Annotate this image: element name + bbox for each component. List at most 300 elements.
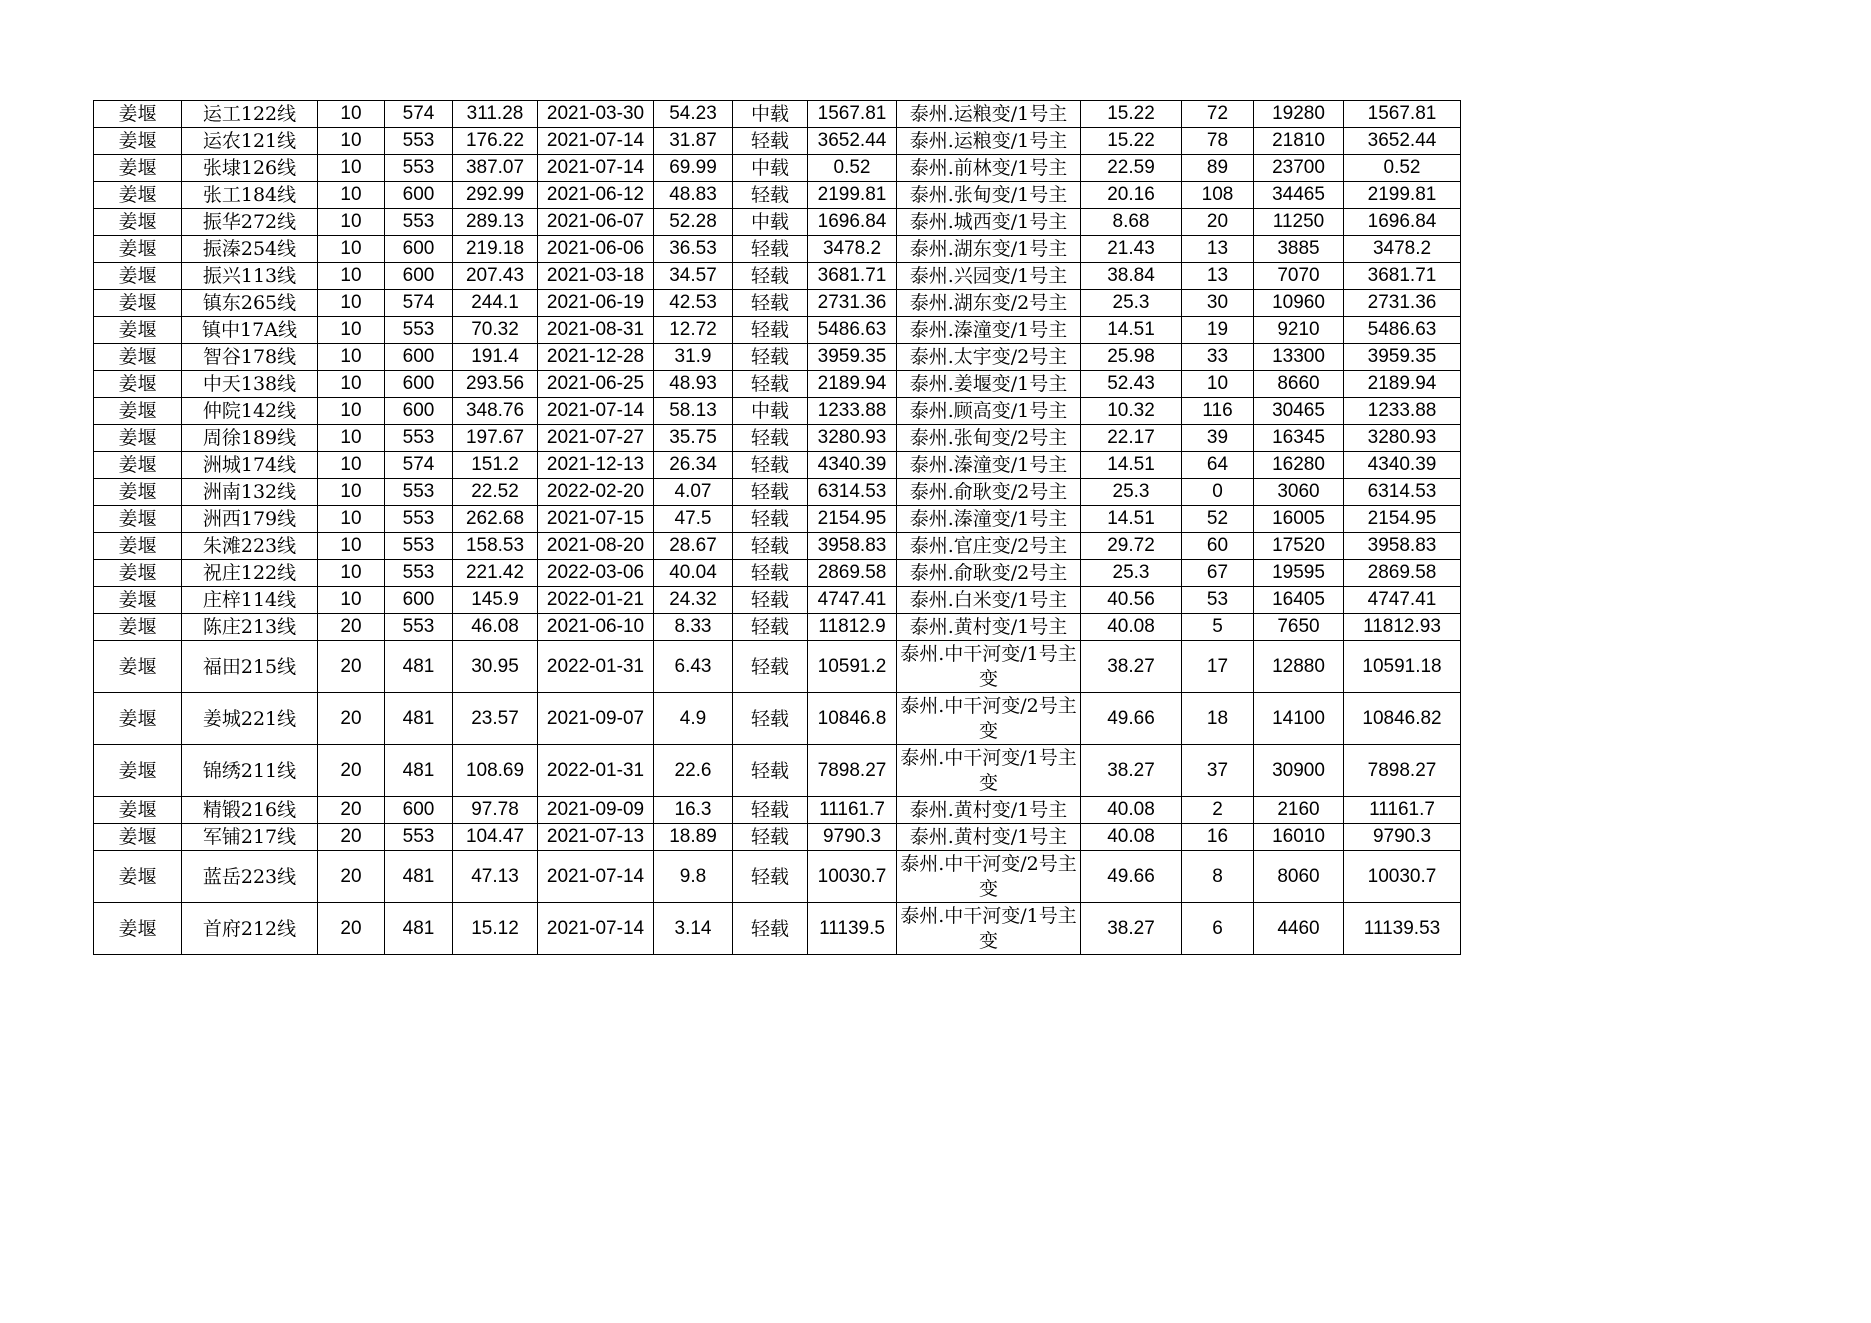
count-cell: 108: [1182, 182, 1254, 209]
remaining-cell: 1567.81: [1344, 101, 1461, 128]
count-cell: 33: [1182, 344, 1254, 371]
transformer-load-cell: 38.84: [1081, 263, 1182, 290]
capacity-cell: 30465: [1254, 398, 1344, 425]
table-row: [94, 344, 1461, 371]
load-status-cell: 轻载: [733, 506, 808, 533]
voltage-cell: 10: [318, 209, 385, 236]
date-cell: 2021-07-14: [538, 128, 654, 155]
percent-cell: 34.57: [654, 263, 733, 290]
capacity-cell: 3060: [1254, 479, 1344, 506]
value-cell: 219.18: [453, 236, 538, 263]
remaining-cell: 4340.39: [1344, 452, 1461, 479]
transformer-load-cell: 40.08: [1081, 824, 1182, 851]
table-row: [94, 290, 1461, 317]
capacity-cell: 34465: [1254, 182, 1344, 209]
rated-cell: 481: [385, 903, 453, 955]
load-status-cell: 轻载: [733, 452, 808, 479]
substation-cell: 泰州.兴园变/1号主: [897, 263, 1081, 290]
percent-cell: 28.67: [654, 533, 733, 560]
date-cell: 2021-09-09: [538, 797, 654, 824]
line-name-cell: 中天138线: [182, 371, 318, 398]
transformer-load-cell: 15.22: [1081, 128, 1182, 155]
count-cell: 20: [1182, 209, 1254, 236]
count-cell: 10: [1182, 371, 1254, 398]
count-cell: 89: [1182, 155, 1254, 182]
value-cell: 15.12: [453, 903, 538, 955]
capacity-cell: 17520: [1254, 533, 1344, 560]
line-name-cell: 运农121线: [182, 128, 318, 155]
date-cell: 2021-03-18: [538, 263, 654, 290]
line-name-cell: 姜城221线: [182, 693, 318, 745]
count-cell: 13: [1182, 263, 1254, 290]
table-body: [94, 101, 1461, 955]
rated-cell: 600: [385, 398, 453, 425]
substation-cell: 泰州.城西变/1号主: [897, 209, 1081, 236]
rated-cell: 553: [385, 128, 453, 155]
margin-cell: 1696.84: [808, 209, 897, 236]
load-status-cell: 轻载: [733, 693, 808, 745]
percent-cell: 22.6: [654, 745, 733, 797]
rated-cell: 600: [385, 371, 453, 398]
substation-cell: 泰州.运粮变/1号主: [897, 128, 1081, 155]
line-name-cell: 首府212线: [182, 903, 318, 955]
percent-cell: 31.87: [654, 128, 733, 155]
remaining-cell: 2869.58: [1344, 560, 1461, 587]
remaining-cell: 10846.82: [1344, 693, 1461, 745]
capacity-cell: 19595: [1254, 560, 1344, 587]
rated-cell: 553: [385, 506, 453, 533]
transformer-load-cell: 38.27: [1081, 903, 1182, 955]
remaining-cell: 2731.36: [1344, 290, 1461, 317]
line-name-cell: 祝庄122线: [182, 560, 318, 587]
substation-cell: 泰州.前林变/1号主: [897, 155, 1081, 182]
voltage-cell: 10: [318, 398, 385, 425]
voltage-cell: 10: [318, 479, 385, 506]
table-row: [94, 587, 1461, 614]
load-status-cell: 轻载: [733, 344, 808, 371]
line-name-cell: 洲西179线: [182, 506, 318, 533]
value-cell: 262.68: [453, 506, 538, 533]
area-cell: 姜堰: [94, 693, 182, 745]
remaining-cell: 11812.93: [1344, 614, 1461, 641]
load-status-cell: 轻载: [733, 371, 808, 398]
area-cell: 姜堰: [94, 371, 182, 398]
margin-cell: 1567.81: [808, 101, 897, 128]
substation-cell: 泰州.湖东变/1号主: [897, 236, 1081, 263]
count-cell: 17: [1182, 641, 1254, 693]
load-status-cell: 中载: [733, 101, 808, 128]
voltage-cell: 10: [318, 344, 385, 371]
remaining-cell: 3959.35: [1344, 344, 1461, 371]
value-cell: 221.42: [453, 560, 538, 587]
area-cell: 姜堰: [94, 101, 182, 128]
value-cell: 70.32: [453, 317, 538, 344]
date-cell: 2022-01-21: [538, 587, 654, 614]
count-cell: 67: [1182, 560, 1254, 587]
remaining-cell: 2199.81: [1344, 182, 1461, 209]
rated-cell: 553: [385, 533, 453, 560]
transformer-load-cell: 22.59: [1081, 155, 1182, 182]
voltage-cell: 10: [318, 371, 385, 398]
date-cell: 2021-08-20: [538, 533, 654, 560]
percent-cell: 54.23: [654, 101, 733, 128]
percent-cell: 35.75: [654, 425, 733, 452]
date-cell: 2021-06-07: [538, 209, 654, 236]
capacity-cell: 8660: [1254, 371, 1344, 398]
margin-cell: 2731.36: [808, 290, 897, 317]
table-row: [94, 155, 1461, 182]
capacity-cell: 16405: [1254, 587, 1344, 614]
table-row: [94, 101, 1461, 128]
line-name-cell: 振溱254线: [182, 236, 318, 263]
area-cell: 姜堰: [94, 824, 182, 851]
line-name-cell: 振华272线: [182, 209, 318, 236]
voltage-cell: 10: [318, 425, 385, 452]
date-cell: 2021-06-06: [538, 236, 654, 263]
remaining-cell: 3478.2: [1344, 236, 1461, 263]
area-cell: 姜堰: [94, 317, 182, 344]
capacity-cell: 19280: [1254, 101, 1344, 128]
line-name-cell: 洲城174线: [182, 452, 318, 479]
capacity-cell: 23700: [1254, 155, 1344, 182]
capacity-cell: 4460: [1254, 903, 1344, 955]
count-cell: 53: [1182, 587, 1254, 614]
transformer-load-cell: 49.66: [1081, 851, 1182, 903]
line-name-cell: 智谷178线: [182, 344, 318, 371]
load-status-cell: 轻载: [733, 614, 808, 641]
substation-cell: 泰州.运粮变/1号主: [897, 101, 1081, 128]
capacity-cell: 8060: [1254, 851, 1344, 903]
percent-cell: 40.04: [654, 560, 733, 587]
count-cell: 2: [1182, 797, 1254, 824]
rated-cell: 600: [385, 263, 453, 290]
load-status-cell: 轻载: [733, 797, 808, 824]
count-cell: 16: [1182, 824, 1254, 851]
margin-cell: 3959.35: [808, 344, 897, 371]
value-cell: 244.1: [453, 290, 538, 317]
percent-cell: 42.53: [654, 290, 733, 317]
substation-cell: 泰州.中干河变/1号主变: [897, 745, 1081, 797]
count-cell: 8: [1182, 851, 1254, 903]
rated-cell: 481: [385, 851, 453, 903]
rated-cell: 553: [385, 824, 453, 851]
remaining-cell: 9790.3: [1344, 824, 1461, 851]
percent-cell: 31.9: [654, 344, 733, 371]
voltage-cell: 10: [318, 101, 385, 128]
line-name-cell: 镇东265线: [182, 290, 318, 317]
area-cell: 姜堰: [94, 614, 182, 641]
value-cell: 289.13: [453, 209, 538, 236]
remaining-cell: 0.52: [1344, 155, 1461, 182]
voltage-cell: 20: [318, 693, 385, 745]
line-name-cell: 镇中17A线: [182, 317, 318, 344]
date-cell: 2021-12-13: [538, 452, 654, 479]
date-cell: 2022-03-06: [538, 560, 654, 587]
load-status-cell: 轻载: [733, 236, 808, 263]
count-cell: 30: [1182, 290, 1254, 317]
table-row: [94, 641, 1461, 693]
count-cell: 5: [1182, 614, 1254, 641]
margin-cell: 11812.9: [808, 614, 897, 641]
line-name-cell: 精锻216线: [182, 797, 318, 824]
rated-cell: 574: [385, 290, 453, 317]
capacity-cell: 13300: [1254, 344, 1344, 371]
substation-cell: 泰州.张甸变/2号主: [897, 425, 1081, 452]
table-row: [94, 398, 1461, 425]
count-cell: 52: [1182, 506, 1254, 533]
margin-cell: 2869.58: [808, 560, 897, 587]
area-cell: 姜堰: [94, 452, 182, 479]
transformer-load-cell: 25.3: [1081, 560, 1182, 587]
transformer-load-cell: 52.43: [1081, 371, 1182, 398]
table-row: [94, 263, 1461, 290]
rated-cell: 600: [385, 182, 453, 209]
substation-cell: 泰州.中干河变/2号主变: [897, 693, 1081, 745]
date-cell: 2021-07-14: [538, 398, 654, 425]
transformer-load-cell: 8.68: [1081, 209, 1182, 236]
remaining-cell: 3280.93: [1344, 425, 1461, 452]
voltage-cell: 10: [318, 560, 385, 587]
substation-cell: 泰州.湖东变/2号主: [897, 290, 1081, 317]
value-cell: 311.28: [453, 101, 538, 128]
date-cell: 2021-07-13: [538, 824, 654, 851]
remaining-cell: 3958.83: [1344, 533, 1461, 560]
line-name-cell: 张埭126线: [182, 155, 318, 182]
table-row: [94, 533, 1461, 560]
percent-cell: 8.33: [654, 614, 733, 641]
date-cell: 2021-09-07: [538, 693, 654, 745]
area-cell: 姜堰: [94, 344, 182, 371]
margin-cell: 4747.41: [808, 587, 897, 614]
area-cell: 姜堰: [94, 209, 182, 236]
remaining-cell: 11161.7: [1344, 797, 1461, 824]
substation-cell: 泰州.太宇变/2号主: [897, 344, 1081, 371]
margin-cell: 3652.44: [808, 128, 897, 155]
percent-cell: 18.89: [654, 824, 733, 851]
line-name-cell: 朱滩223线: [182, 533, 318, 560]
margin-cell: 3280.93: [808, 425, 897, 452]
voltage-cell: 10: [318, 182, 385, 209]
table-row: [94, 425, 1461, 452]
line-name-cell: 运工122线: [182, 101, 318, 128]
remaining-cell: 10030.7: [1344, 851, 1461, 903]
percent-cell: 48.83: [654, 182, 733, 209]
date-cell: 2022-01-31: [538, 745, 654, 797]
rated-cell: 481: [385, 641, 453, 693]
transformer-load-cell: 10.32: [1081, 398, 1182, 425]
transformer-load-cell: 14.51: [1081, 506, 1182, 533]
load-status-cell: 轻载: [733, 903, 808, 955]
remaining-cell: 2154.95: [1344, 506, 1461, 533]
capacity-cell: 21810: [1254, 128, 1344, 155]
voltage-cell: 10: [318, 155, 385, 182]
transformer-load-cell: 25.3: [1081, 290, 1182, 317]
date-cell: 2021-03-30: [538, 101, 654, 128]
area-cell: 姜堰: [94, 506, 182, 533]
capacity-cell: 9210: [1254, 317, 1344, 344]
count-cell: 64: [1182, 452, 1254, 479]
load-status-cell: 中载: [733, 155, 808, 182]
date-cell: 2021-08-31: [538, 317, 654, 344]
value-cell: 158.53: [453, 533, 538, 560]
capacity-cell: 12880: [1254, 641, 1344, 693]
margin-cell: 5486.63: [808, 317, 897, 344]
load-status-cell: 轻载: [733, 182, 808, 209]
substation-cell: 泰州.俞耿变/2号主: [897, 479, 1081, 506]
remaining-cell: 2189.94: [1344, 371, 1461, 398]
voltage-cell: 10: [318, 290, 385, 317]
load-status-cell: 中载: [733, 209, 808, 236]
value-cell: 97.78: [453, 797, 538, 824]
percent-cell: 52.28: [654, 209, 733, 236]
rated-cell: 553: [385, 560, 453, 587]
table-row: [94, 371, 1461, 398]
capacity-cell: 30900: [1254, 745, 1344, 797]
capacity-cell: 14100: [1254, 693, 1344, 745]
voltage-cell: 10: [318, 452, 385, 479]
transformer-load-cell: 40.08: [1081, 797, 1182, 824]
date-cell: 2022-01-31: [538, 641, 654, 693]
margin-cell: 2199.81: [808, 182, 897, 209]
date-cell: 2021-06-25: [538, 371, 654, 398]
table-row: [94, 128, 1461, 155]
remaining-cell: 1233.88: [1344, 398, 1461, 425]
substation-cell: 泰州.黄村变/1号主: [897, 824, 1081, 851]
capacity-cell: 3885: [1254, 236, 1344, 263]
line-name-cell: 锦绣211线: [182, 745, 318, 797]
transformer-load-cell: 40.08: [1081, 614, 1182, 641]
table-row: [94, 506, 1461, 533]
substation-cell: 泰州.黄村变/1号主: [897, 614, 1081, 641]
rated-cell: 600: [385, 344, 453, 371]
substation-cell: 泰州.白米变/1号主: [897, 587, 1081, 614]
percent-cell: 12.72: [654, 317, 733, 344]
transformer-load-cell: 15.22: [1081, 101, 1182, 128]
margin-cell: 10030.7: [808, 851, 897, 903]
voltage-cell: 20: [318, 797, 385, 824]
area-cell: 姜堰: [94, 745, 182, 797]
remaining-cell: 11139.53: [1344, 903, 1461, 955]
remaining-cell: 3681.71: [1344, 263, 1461, 290]
substation-cell: 泰州.顾高变/1号主: [897, 398, 1081, 425]
table-row: [94, 824, 1461, 851]
voltage-cell: 20: [318, 614, 385, 641]
capacity-cell: 2160: [1254, 797, 1344, 824]
date-cell: 2021-06-19: [538, 290, 654, 317]
area-cell: 姜堰: [94, 155, 182, 182]
load-status-cell: 轻载: [733, 533, 808, 560]
margin-cell: 10846.8: [808, 693, 897, 745]
line-name-cell: 张工184线: [182, 182, 318, 209]
percent-cell: 26.34: [654, 452, 733, 479]
value-cell: 191.4: [453, 344, 538, 371]
capacity-cell: 16005: [1254, 506, 1344, 533]
table-row: [94, 560, 1461, 587]
remaining-cell: 6314.53: [1344, 479, 1461, 506]
voltage-cell: 20: [318, 851, 385, 903]
percent-cell: 48.93: [654, 371, 733, 398]
percent-cell: 3.14: [654, 903, 733, 955]
count-cell: 37: [1182, 745, 1254, 797]
count-cell: 19: [1182, 317, 1254, 344]
margin-cell: 11139.5: [808, 903, 897, 955]
load-status-cell: 轻载: [733, 641, 808, 693]
percent-cell: 16.3: [654, 797, 733, 824]
percent-cell: 69.99: [654, 155, 733, 182]
margin-cell: 3958.83: [808, 533, 897, 560]
table-row: [94, 236, 1461, 263]
percent-cell: 4.9: [654, 693, 733, 745]
table-row: [94, 317, 1461, 344]
date-cell: 2021-12-28: [538, 344, 654, 371]
rated-cell: 553: [385, 155, 453, 182]
rated-cell: 553: [385, 209, 453, 236]
substation-cell: 泰州.溱潼变/1号主: [897, 317, 1081, 344]
percent-cell: 36.53: [654, 236, 733, 263]
count-cell: 0: [1182, 479, 1254, 506]
value-cell: 197.67: [453, 425, 538, 452]
margin-cell: 2189.94: [808, 371, 897, 398]
voltage-cell: 10: [318, 506, 385, 533]
area-cell: 姜堰: [94, 182, 182, 209]
line-name-cell: 军铺217线: [182, 824, 318, 851]
area-cell: 姜堰: [94, 236, 182, 263]
table-row: [94, 797, 1461, 824]
area-cell: 姜堰: [94, 425, 182, 452]
substation-cell: 泰州.溱潼变/1号主: [897, 506, 1081, 533]
capacity-cell: 7650: [1254, 614, 1344, 641]
rated-cell: 600: [385, 587, 453, 614]
voltage-cell: 10: [318, 128, 385, 155]
margin-cell: 2154.95: [808, 506, 897, 533]
margin-cell: 3478.2: [808, 236, 897, 263]
voltage-cell: 10: [318, 533, 385, 560]
value-cell: 176.22: [453, 128, 538, 155]
percent-cell: 4.07: [654, 479, 733, 506]
date-cell: 2021-06-12: [538, 182, 654, 209]
value-cell: 46.08: [453, 614, 538, 641]
value-cell: 108.69: [453, 745, 538, 797]
value-cell: 104.47: [453, 824, 538, 851]
capacity-cell: 10960: [1254, 290, 1344, 317]
substation-cell: 泰州.溱潼变/1号主: [897, 452, 1081, 479]
table-row: [94, 479, 1461, 506]
margin-cell: 0.52: [808, 155, 897, 182]
date-cell: 2021-07-27: [538, 425, 654, 452]
load-status-cell: 中载: [733, 398, 808, 425]
remaining-cell: 7898.27: [1344, 745, 1461, 797]
value-cell: 293.56: [453, 371, 538, 398]
margin-cell: 6314.53: [808, 479, 897, 506]
remaining-cell: 4747.41: [1344, 587, 1461, 614]
transformer-load-cell: 49.66: [1081, 693, 1182, 745]
margin-cell: 4340.39: [808, 452, 897, 479]
transformer-load-cell: 20.16: [1081, 182, 1182, 209]
table-row: [94, 182, 1461, 209]
data-table: [93, 100, 1461, 955]
load-status-cell: 轻载: [733, 587, 808, 614]
value-cell: 145.9: [453, 587, 538, 614]
percent-cell: 6.43: [654, 641, 733, 693]
date-cell: 2021-07-14: [538, 851, 654, 903]
transformer-load-cell: 14.51: [1081, 317, 1182, 344]
area-cell: 姜堰: [94, 128, 182, 155]
value-cell: 348.76: [453, 398, 538, 425]
value-cell: 22.52: [453, 479, 538, 506]
capacity-cell: 16010: [1254, 824, 1344, 851]
transformer-load-cell: 38.27: [1081, 745, 1182, 797]
transformer-load-cell: 25.3: [1081, 479, 1182, 506]
